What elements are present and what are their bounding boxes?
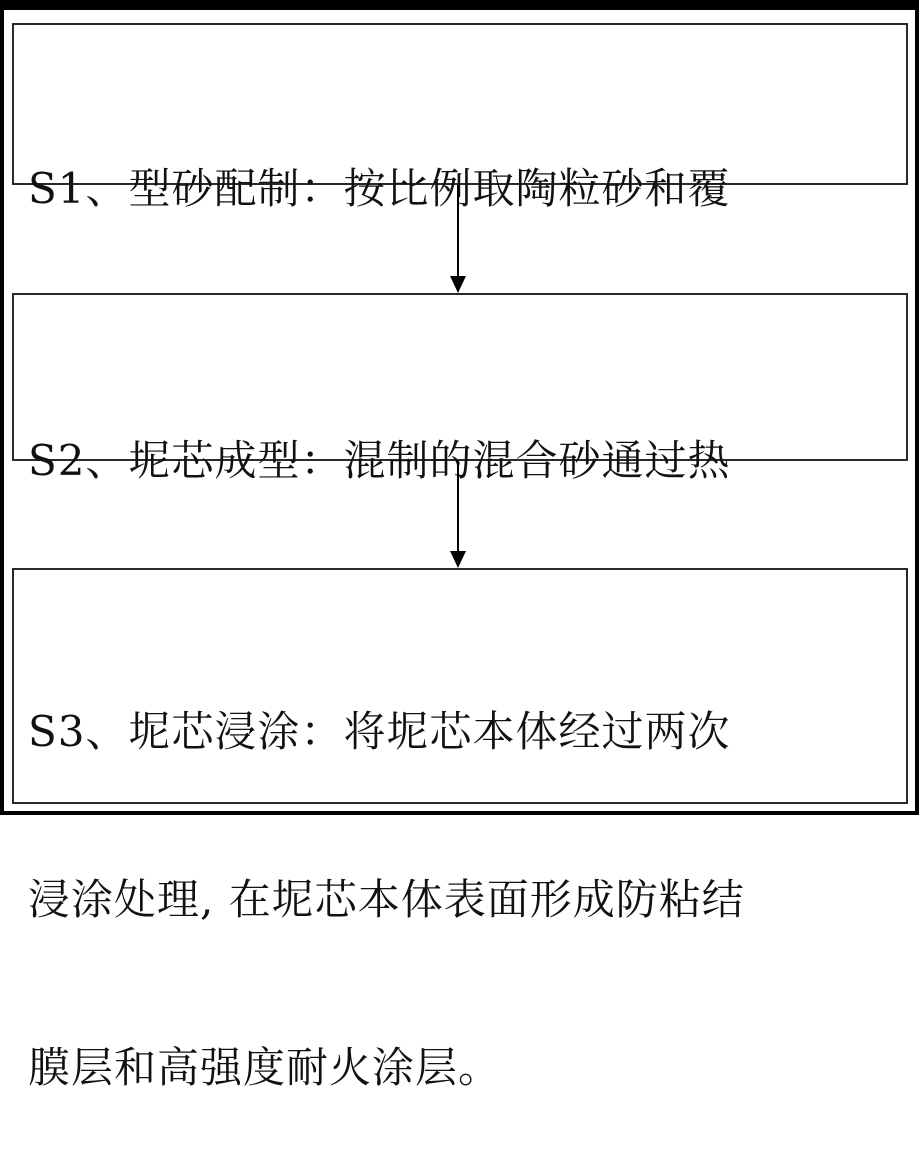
step-s3-box [12,568,908,1092]
step-s2-line-1: S2、坭芯成型：混制的混合砂通过热 [28,436,731,485]
step-s3-line-1: S3、坭芯浸涂：将坭芯本体经过两次 [28,707,731,756]
step-s1-box [12,23,908,213]
step-s3-line-2: 浸涂处理, 在坭芯本体表面形成防粘结 [28,875,745,924]
step-s3-line-3: 膜层和高强度耐火涂层。 [28,1043,502,1092]
step-s1-line-1: S1、型砂配制：按比例取陶粒砂和覆 [28,164,731,213]
step-s2-box [12,293,908,485]
